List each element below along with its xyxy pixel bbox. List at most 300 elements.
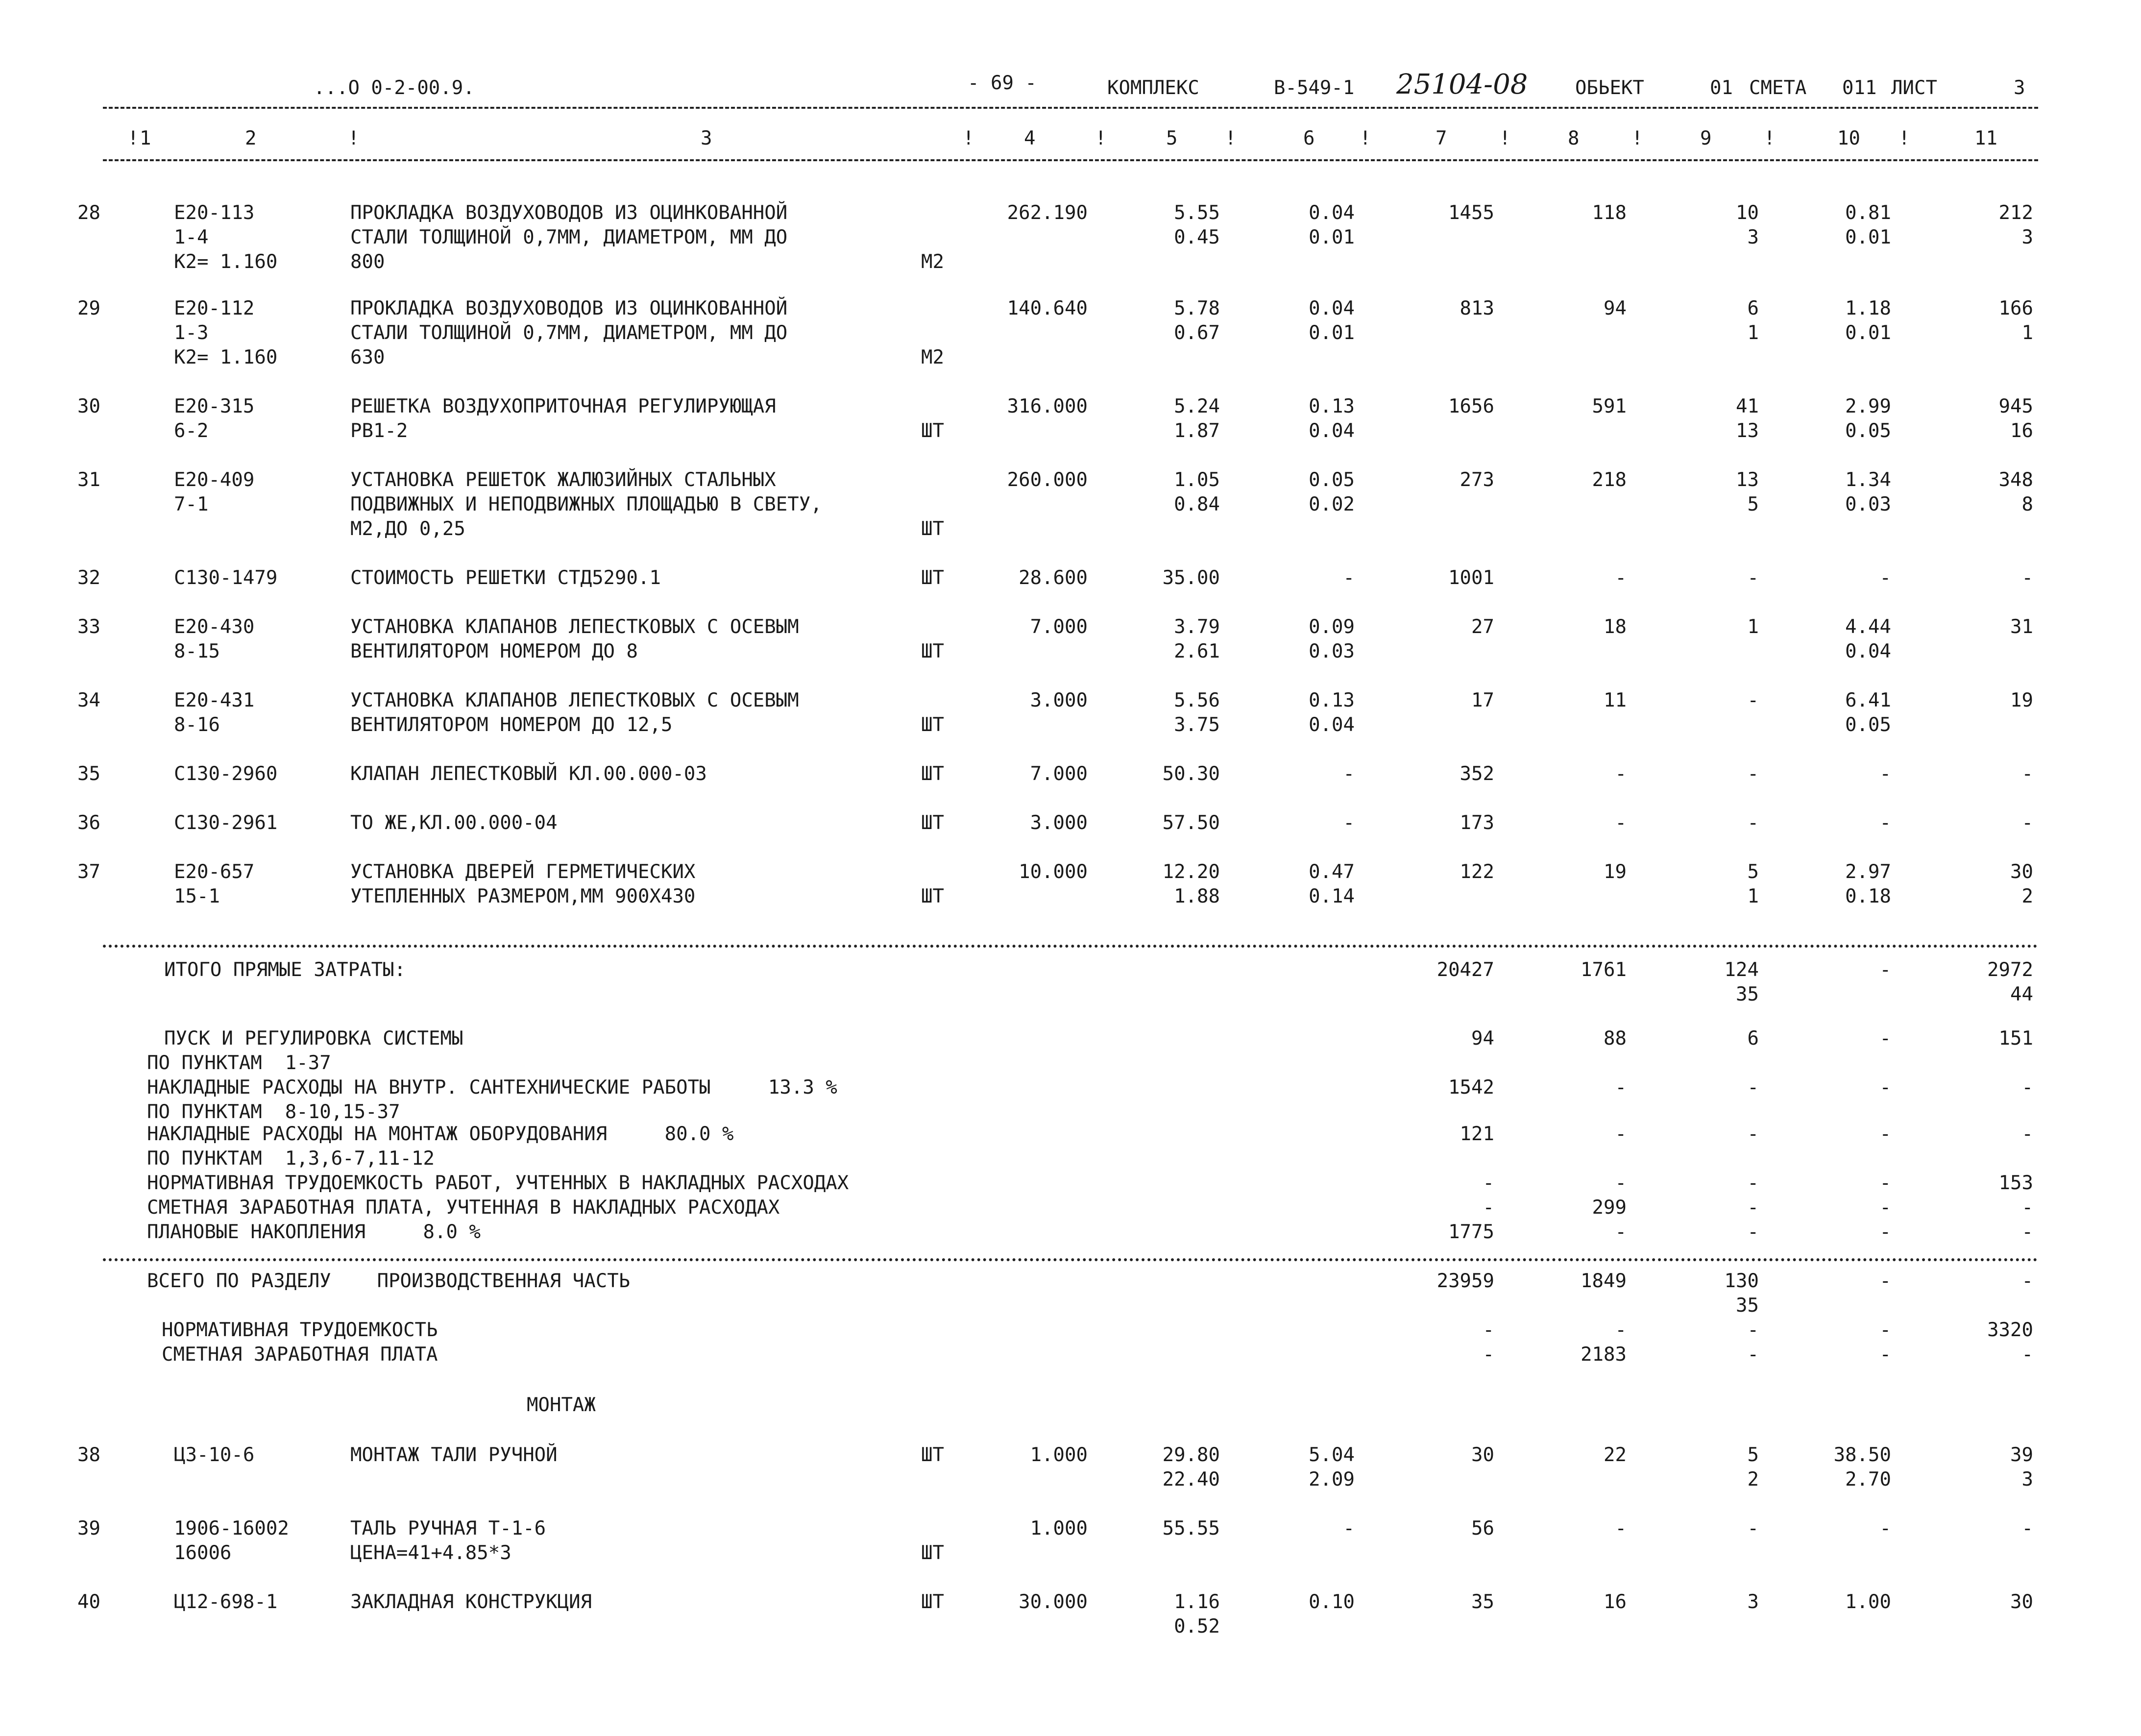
price-code: Е20-657	[174, 861, 255, 883]
unit-cost: 5.24	[1174, 395, 1220, 417]
document-code: ...O 0-2-00.9.	[314, 77, 475, 99]
column-separator: !	[963, 127, 974, 149]
quantity: 1.000	[1030, 1444, 1088, 1466]
row-number: 29	[77, 297, 100, 319]
unit: М2	[921, 346, 944, 368]
labor-total: -	[2021, 763, 2033, 785]
totals-c9: 130	[1724, 1270, 1759, 1292]
unit-labor: 0.01	[1309, 322, 1355, 344]
machine-cost: 10	[1736, 202, 1759, 224]
labor-per-unit: 0.01	[1845, 226, 1891, 248]
price-code: 1-4	[174, 226, 209, 248]
totals-label: ПО ПУНКТАМ 8-10,15-37	[147, 1101, 400, 1123]
totals-c10: -	[1879, 1344, 1891, 1366]
work-description: УТЕПЛЕННЫХ РАЗМЕРОМ,ММ 900Х430	[350, 885, 696, 907]
totals-c10: -	[1879, 959, 1891, 981]
column-separator: !	[1095, 127, 1107, 149]
labor-total: 3	[2021, 226, 2033, 248]
labor-per-unit: 1.00	[1845, 1591, 1891, 1613]
work-description: ПРОКЛАДКА ВОЗДУХОВОДОВ ИЗ ОЦИНКОВАННОЙ	[350, 202, 788, 224]
column-separator: !	[1764, 127, 1776, 149]
column-separator: !	[1360, 127, 1371, 149]
work-description: СТОИМОСТЬ РЕШЕТКИ СТД5290.1	[350, 567, 661, 589]
labor-per-unit: 1.34	[1845, 469, 1891, 491]
labor-total: 39	[2010, 1444, 2033, 1466]
machine-cost: 1	[1747, 885, 1759, 907]
unit-cost: 3.79	[1174, 616, 1220, 638]
totals-c11: -	[2021, 1076, 2033, 1099]
unit-cost: 5.78	[1174, 297, 1220, 319]
column-separator: !	[1499, 127, 1511, 149]
unit-cost: 0.67	[1174, 322, 1220, 344]
labor-per-unit: 6.41	[1845, 689, 1891, 711]
header-rule-bottom	[103, 159, 2038, 161]
totals-dotted-rule	[103, 945, 2038, 948]
estimate-label: СМЕТА	[1749, 77, 1807, 99]
column-number-11: 11	[1974, 127, 1997, 149]
totals-c9: -	[1747, 1221, 1759, 1243]
work-description: ТО ЖЕ,КЛ.00.000-04	[350, 812, 558, 834]
row-number: 28	[77, 202, 100, 224]
total-cost: 122	[1460, 861, 1494, 883]
work-description: ПОДВИЖНЫХ И НЕПОДВИЖНЫХ ПЛОЩАДЬЮ В СВЕТУ,	[350, 493, 822, 515]
price-code: 1-3	[174, 322, 209, 344]
totals-c8: 299	[1592, 1197, 1627, 1219]
totals-c9: -	[1747, 1344, 1759, 1366]
total-cost: 17	[1471, 689, 1494, 711]
work-description: ТАЛЬ РУЧНАЯ Т-1-6	[350, 1517, 546, 1540]
labor-total: 30	[2010, 861, 2033, 883]
totals-label: ПУСК И РЕГУЛИРОВКА СИСТЕМЫ	[164, 1027, 463, 1050]
totals-c9: -	[1747, 1076, 1759, 1099]
totals-c9: -	[1747, 1197, 1759, 1219]
unit-labor: 0.13	[1309, 395, 1355, 417]
work-description: ВЕНТИЛЯТОРОМ НОМЕРОМ ДО 12,5	[350, 714, 673, 736]
unit-cost: 50.30	[1162, 763, 1220, 785]
unit-cost: 35.00	[1162, 567, 1220, 589]
column-separator: !	[127, 127, 139, 149]
price-code: 6-2	[174, 420, 209, 442]
labor-total: 31	[2010, 616, 2033, 638]
totals-label: ПЛАНОВЫЕ НАКОПЛЕНИЯ 8.0 %	[147, 1221, 481, 1243]
unit: ШТ	[921, 1591, 944, 1613]
unit-labor: 0.47	[1309, 861, 1355, 883]
totals-c11: -	[2021, 1197, 2033, 1219]
unit-cost: 0.84	[1174, 493, 1220, 515]
unit-cost: 22.40	[1162, 1468, 1220, 1491]
work-description: М2,ДО 0,25	[350, 518, 465, 540]
total-cost: 813	[1460, 297, 1494, 319]
unit-cost: 3.75	[1174, 714, 1220, 736]
totals-c7: -	[1483, 1344, 1494, 1366]
unit-labor: 5.04	[1309, 1444, 1355, 1466]
total-wage: 591	[1592, 395, 1627, 417]
object-label: ОБЬЕКТ	[1575, 77, 1644, 99]
totals-c7: 121	[1460, 1123, 1494, 1145]
unit: ШТ	[921, 567, 944, 589]
price-code: С130-2960	[174, 763, 278, 785]
column-separator: !	[1898, 127, 1910, 149]
column-number-6: 6	[1303, 127, 1315, 149]
total-wage: 94	[1604, 297, 1627, 319]
machine-cost: 5	[1747, 493, 1759, 515]
totals-c8: 1761	[1581, 959, 1627, 981]
column-number-9: 9	[1700, 127, 1712, 149]
totals-c7: 1542	[1448, 1076, 1494, 1099]
labor-per-unit: -	[1879, 567, 1891, 589]
price-code: К2= 1.160	[174, 346, 278, 368]
price-code: Е20-430	[174, 616, 255, 638]
labor-per-unit: 38.50	[1833, 1444, 1891, 1466]
work-description: ПРОКЛАДКА ВОЗДУХОВОДОВ ИЗ ОЦИНКОВАННОЙ	[350, 297, 788, 319]
unit-cost: 1.16	[1174, 1591, 1220, 1613]
total-cost: 273	[1460, 469, 1494, 491]
quantity: 30.000	[1019, 1591, 1088, 1613]
column-number-10: 10	[1837, 127, 1860, 149]
totals-c11: -	[2021, 1221, 2033, 1243]
totals-label: СМЕТНАЯ ЗАРАБОТНАЯ ПЛАТА	[162, 1344, 438, 1366]
total-cost: 352	[1460, 763, 1494, 785]
totals-c8: 1849	[1581, 1270, 1627, 1292]
totals-c8: -	[1615, 1319, 1627, 1341]
work-description: УСТАНОВКА КЛАПАНОВ ЛЕПЕСТКОВЫХ С ОСЕВЫМ	[350, 689, 799, 711]
price-code: 7-1	[174, 493, 209, 515]
unit-labor: 0.10	[1309, 1591, 1355, 1613]
price-code: 8-15	[174, 640, 220, 662]
labor-per-unit: 0.81	[1845, 202, 1891, 224]
quantity: 140.640	[1007, 297, 1088, 319]
unit: ШТ	[921, 885, 944, 907]
labor-total: -	[2021, 1517, 2033, 1540]
price-code: Ц12-698-1	[174, 1591, 278, 1613]
price-code: С130-2961	[174, 812, 278, 834]
labor-total: -	[2021, 812, 2033, 834]
total-wage: 16	[1604, 1591, 1627, 1613]
total-cost: 56	[1471, 1517, 1494, 1540]
column-number-1: 1	[140, 127, 151, 149]
column-number-8: 8	[1568, 127, 1580, 149]
row-number: 33	[77, 616, 100, 638]
unit-cost: 1.05	[1174, 469, 1220, 491]
row-number: 32	[77, 567, 100, 589]
machine-cost: 13	[1736, 420, 1759, 442]
totals-c11: 2972	[1987, 959, 2033, 981]
totals-c10: -	[1879, 1027, 1891, 1050]
labor-total: 2	[2021, 885, 2033, 907]
unit-cost: 5.55	[1174, 202, 1220, 224]
unit-labor: 0.04	[1309, 420, 1355, 442]
sheet-value: 3	[2014, 77, 2025, 99]
totals-c11: 3320	[1987, 1319, 2033, 1341]
price-code: К2= 1.160	[174, 251, 278, 273]
unit-labor: 0.03	[1309, 640, 1355, 662]
unit-cost: 1.88	[1174, 885, 1220, 907]
totals-c10: -	[1879, 1221, 1891, 1243]
labor-per-unit: 1.18	[1845, 297, 1891, 319]
sheet-label: ЛИСТ	[1891, 77, 1937, 99]
montage-section-title: МОНТАЖ	[527, 1394, 596, 1416]
work-description: УСТАНОВКА КЛАПАНОВ ЛЕПЕСТКОВЫХ С ОСЕВЫМ	[350, 616, 799, 638]
labor-total: 16	[2010, 420, 2033, 442]
unit: ШТ	[921, 1542, 944, 1564]
total-wage: -	[1615, 763, 1627, 785]
labor-per-unit: -	[1879, 763, 1891, 785]
totals-c10: -	[1879, 1197, 1891, 1219]
totals-c8: -	[1615, 1123, 1627, 1145]
work-description: УСТАНОВКА РЕШЕТОК ЖАЛЮЗИЙНЫХ СТАЛЬНЫХ	[350, 469, 776, 491]
totals-c7: 23959	[1436, 1270, 1494, 1292]
column-number-2: 2	[245, 127, 257, 149]
row-number: 38	[77, 1444, 100, 1466]
column-separator: !	[1631, 127, 1643, 149]
price-code: 15-1	[174, 885, 220, 907]
row-number: 30	[77, 395, 100, 417]
total-wage: 11	[1604, 689, 1627, 711]
labor-per-unit: 0.03	[1845, 493, 1891, 515]
unit-cost: 29.80	[1162, 1444, 1220, 1466]
quantity: 316.000	[1007, 395, 1088, 417]
work-description: 630	[350, 346, 385, 368]
unit-labor: -	[1343, 812, 1355, 834]
unit: ШТ	[921, 763, 944, 785]
unit-cost: 12.20	[1162, 861, 1220, 883]
totals-c7: 1775	[1448, 1221, 1494, 1243]
totals-c10: -	[1879, 1123, 1891, 1145]
unit-labor: 0.01	[1309, 226, 1355, 248]
labor-per-unit: 0.01	[1845, 322, 1891, 344]
totals-c7: -	[1483, 1172, 1494, 1194]
quantity: 7.000	[1030, 616, 1088, 638]
totals-label: ПО ПУНКТАМ 1-37	[147, 1052, 331, 1074]
unit-labor: 0.02	[1309, 493, 1355, 515]
labor-per-unit: 2.97	[1845, 861, 1891, 883]
work-description: ЦЕНА=41+4.85*3	[350, 1542, 511, 1564]
labor-per-unit: -	[1879, 812, 1891, 834]
unit: ШТ	[921, 420, 944, 442]
total-cost: 35	[1471, 1591, 1494, 1613]
work-description: ЗАКЛАДНАЯ КОНСТРУКЦИЯ	[350, 1591, 592, 1613]
column-separator: !	[348, 127, 360, 149]
price-code: 8-16	[174, 714, 220, 736]
totals-c11: 153	[1998, 1172, 2033, 1194]
column-number-7: 7	[1435, 127, 1447, 149]
unit-cost: 1.87	[1174, 420, 1220, 442]
estimate-value: 011	[1842, 77, 1877, 99]
totals-c9: -	[1747, 1319, 1759, 1341]
machine-cost: -	[1747, 567, 1759, 589]
unit-labor: 0.05	[1309, 469, 1355, 491]
labor-per-unit: 2.70	[1845, 1468, 1891, 1491]
machine-cost: -	[1747, 763, 1759, 785]
object-value: 01	[1710, 77, 1733, 99]
labor-per-unit: 4.44	[1845, 616, 1891, 638]
row-number: 31	[77, 469, 100, 491]
total-wage: 118	[1592, 202, 1627, 224]
unit: ШТ	[921, 812, 944, 834]
unit-labor: 2.09	[1309, 1468, 1355, 1491]
row-number: 36	[77, 812, 100, 834]
labor-total: 19	[2010, 689, 2033, 711]
row-number: 34	[77, 689, 100, 711]
totals-c9: -	[1747, 1123, 1759, 1145]
total-cost: 1001	[1448, 567, 1494, 589]
unit-labor: -	[1343, 567, 1355, 589]
totals-c9: 6	[1747, 1027, 1759, 1050]
labor-per-unit: 0.05	[1845, 420, 1891, 442]
unit-labor: -	[1343, 1517, 1355, 1540]
page-number: - 69 -	[968, 72, 1037, 94]
column-number-4: 4	[1024, 127, 1036, 149]
total-wage: -	[1615, 812, 1627, 834]
machine-cost: 41	[1736, 395, 1759, 417]
work-description: РВ1-2	[350, 420, 408, 442]
totals-c8: -	[1615, 1076, 1627, 1099]
column-number-3: 3	[701, 127, 712, 149]
labor-per-unit: -	[1879, 1517, 1891, 1540]
price-code: Е20-431	[174, 689, 255, 711]
work-description: 800	[350, 251, 385, 273]
machine-cost: 3	[1747, 1591, 1759, 1613]
machine-cost: 5	[1747, 1444, 1759, 1466]
quantity: 260.000	[1007, 469, 1088, 491]
unit-labor: 0.14	[1309, 885, 1355, 907]
column-number-5: 5	[1166, 127, 1178, 149]
total-cost: 1656	[1448, 395, 1494, 417]
column-separator: !	[1225, 127, 1237, 149]
total-cost: 173	[1460, 812, 1494, 834]
totals-label: ВСЕГО ПО РАЗДЕЛУ ПРОИЗВОДСТВЕННАЯ ЧАСТЬ	[147, 1270, 631, 1292]
totals-c11: -	[2021, 1270, 2033, 1292]
totals-c9: 124	[1724, 959, 1759, 981]
unit: ШТ	[921, 640, 944, 662]
labor-per-unit: 0.18	[1845, 885, 1891, 907]
unit-labor: 0.09	[1309, 616, 1355, 638]
quantity: 7.000	[1030, 763, 1088, 785]
unit-labor: 0.04	[1309, 297, 1355, 319]
totals-label: НАКЛАДНЫЕ РАСХОДЫ НА ВНУТР. САНТЕХНИЧЕСКИЕ РАБОТЫ 13.3 %	[147, 1076, 837, 1099]
price-code: 16006	[174, 1542, 232, 1564]
quantity: 3.000	[1030, 812, 1088, 834]
total-wage: 22	[1604, 1444, 1627, 1466]
price-code: Е20-113	[174, 202, 255, 224]
total-wage: -	[1615, 567, 1627, 589]
unit-cost: 0.52	[1174, 1615, 1220, 1638]
totals-c9: 35	[1736, 1295, 1759, 1317]
work-description: ВЕНТИЛЯТОРОМ НОМЕРОМ ДО 8	[350, 640, 638, 662]
unit-cost: 0.45	[1174, 226, 1220, 248]
unit: ШТ	[921, 1444, 944, 1466]
labor-total: 8	[2021, 493, 2033, 515]
totals-c11: 151	[1998, 1027, 2033, 1050]
labor-total: 30	[2010, 1591, 2033, 1613]
machine-cost: 6	[1747, 297, 1759, 319]
quantity: 3.000	[1030, 689, 1088, 711]
totals-c8: 88	[1604, 1027, 1627, 1050]
totals-c7: -	[1483, 1197, 1494, 1219]
quantity: 262.190	[1007, 202, 1088, 224]
labor-total: 3	[2021, 1468, 2033, 1491]
work-description: УСТАНОВКА ДВЕРЕЙ ГЕРМЕТИЧЕСКИХ	[350, 861, 696, 883]
totals-c7: -	[1483, 1319, 1494, 1341]
unit-cost: 57.50	[1162, 812, 1220, 834]
totals-label: НАКЛАДНЫЕ РАСХОДЫ НА МОНТАЖ ОБОРУДОВАНИЯ 80.0 %	[147, 1123, 734, 1145]
unit-cost: 2.61	[1174, 640, 1220, 662]
unit-labor: 0.04	[1309, 202, 1355, 224]
row-number: 35	[77, 763, 100, 785]
unit-cost: 5.56	[1174, 689, 1220, 711]
total-cost: 27	[1471, 616, 1494, 638]
total-wage: 18	[1604, 616, 1627, 638]
work-description: КЛАПАН ЛЕПЕСТКОВЫЙ КЛ.00.000-03	[350, 763, 707, 785]
unit-labor: 0.04	[1309, 714, 1355, 736]
totals-c9: -	[1747, 1172, 1759, 1194]
machine-cost: 2	[1747, 1468, 1759, 1491]
labor-total: -	[2021, 567, 2033, 589]
unit-labor: -	[1343, 763, 1355, 785]
quantity: 10.000	[1019, 861, 1088, 883]
total-wage: 218	[1592, 469, 1627, 491]
price-code: Е20-409	[174, 469, 255, 491]
unit: М2	[921, 251, 944, 273]
machine-cost: -	[1747, 1517, 1759, 1540]
totals-label: СМЕТНАЯ ЗАРАБОТНАЯ ПЛАТА, УЧТЕННАЯ В НАКЛАДНЫХ РАСХОДАХ	[147, 1197, 780, 1219]
totals-c11: -	[2021, 1344, 2033, 1366]
totals-label: НОРМАТИВНАЯ ТРУДОЕМКОСТЬ РАБОТ, УЧТЕННЫХ В НАКЛАДНЫХ РАСХОДАХ	[147, 1172, 849, 1194]
labor-total: 945	[1998, 395, 2033, 417]
totals-c7: 20427	[1436, 959, 1494, 981]
totals-c10: -	[1879, 1270, 1891, 1292]
price-code: 1906-16002	[174, 1517, 289, 1540]
machine-cost: 13	[1736, 469, 1759, 491]
row-number: 39	[77, 1517, 100, 1540]
totals-label: ПО ПУНКТАМ 1,3,6-7,11-12	[147, 1148, 435, 1170]
complex-label: КОМПЛЕКС	[1107, 77, 1199, 99]
unit-labor: 0.13	[1309, 689, 1355, 711]
work-description: РЕШЕТКА ВОЗДУХОПРИТОЧНАЯ РЕГУЛИРУЮЩАЯ	[350, 395, 776, 417]
totals-c10: -	[1879, 1319, 1891, 1341]
labor-per-unit: 0.05	[1845, 714, 1891, 736]
totals-c11: -	[2021, 1123, 2033, 1145]
total-wage: -	[1615, 1517, 1627, 1540]
price-code: Е20-315	[174, 395, 255, 417]
total-cost: 30	[1471, 1444, 1494, 1466]
labor-total: 166	[1998, 297, 2033, 319]
price-code: С130-1479	[174, 567, 278, 589]
quantity: 28.600	[1019, 567, 1088, 589]
labor-per-unit: 2.99	[1845, 395, 1891, 417]
price-code: Е20-112	[174, 297, 255, 319]
machine-cost: 3	[1747, 226, 1759, 248]
totals-c10: -	[1879, 1172, 1891, 1194]
labor-total: 212	[1998, 202, 2033, 224]
totals-c7: 94	[1471, 1027, 1494, 1050]
totals-c10: -	[1879, 1076, 1891, 1099]
totals-label: НОРМАТИВНАЯ ТРУДОЕМКОСТЬ	[162, 1319, 438, 1341]
machine-cost: 1	[1747, 322, 1759, 344]
total-cost: 1455	[1448, 202, 1494, 224]
work-description: СТАЛИ ТОЛЩИНОЙ 0,7ММ, ДИАМЕТРОМ, ММ ДО	[350, 322, 788, 344]
row-number: 40	[77, 1591, 100, 1613]
total-wage: 19	[1604, 861, 1627, 883]
handwritten-project-number: 25104-08	[1396, 69, 1528, 100]
machine-cost: 1	[1747, 616, 1759, 638]
work-description: СТАЛИ ТОЛЩИНОЙ 0,7ММ, ДИАМЕТРОМ, ММ ДО	[350, 226, 788, 248]
price-code: Ц3-10-6	[174, 1444, 255, 1466]
machine-cost: -	[1747, 812, 1759, 834]
totals-c11: 44	[2010, 983, 2033, 1005]
complex-value: В-549-1	[1274, 77, 1355, 99]
quantity: 1.000	[1030, 1517, 1088, 1540]
